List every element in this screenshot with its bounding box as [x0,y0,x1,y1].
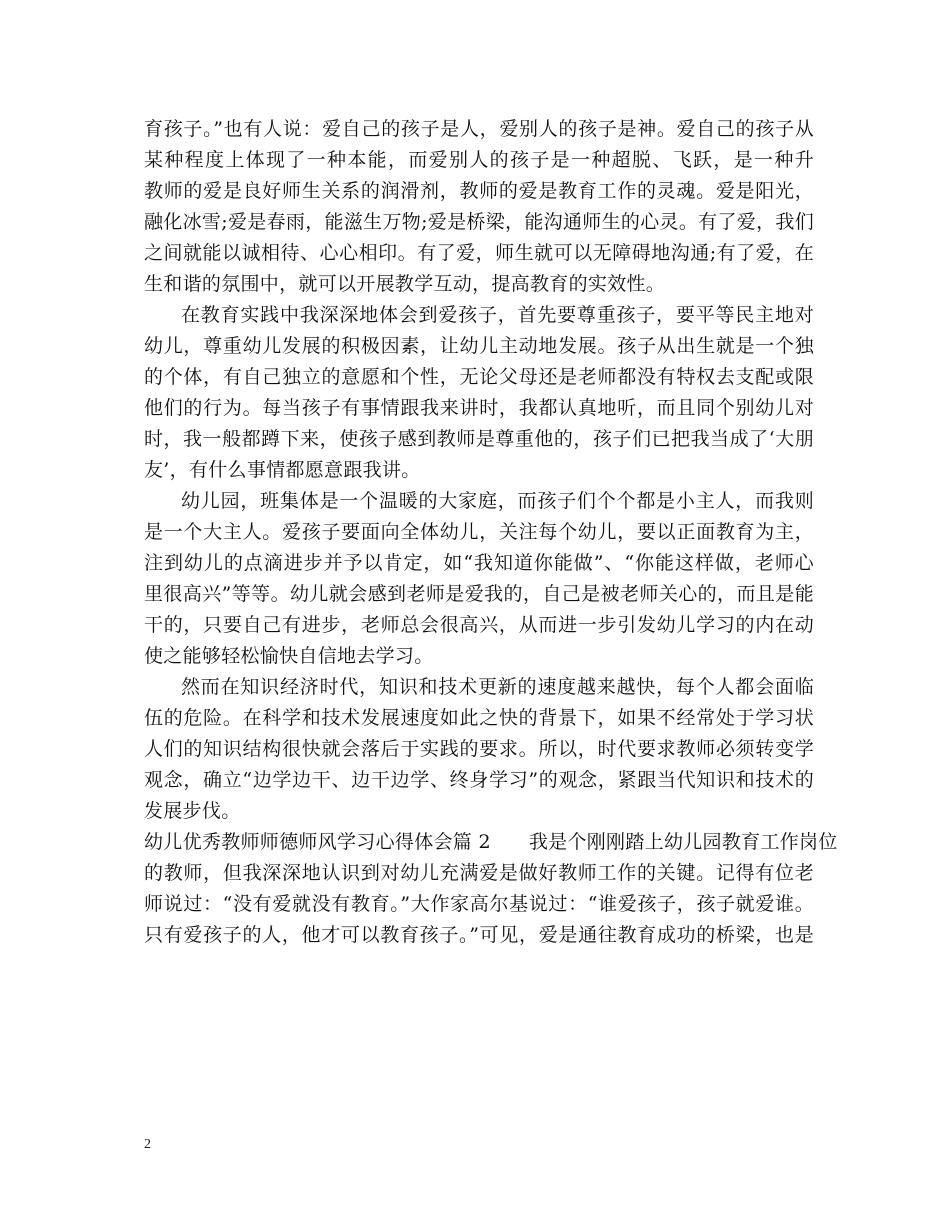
text-line: 幼儿园，班集体是一个温暖的大家庭，而孩子们个个都是小主人，而我则 [181,490,814,512]
text-line: 干的，只要自己有进步，老师总会很高兴，从而进一步引发幼儿学习的内在动 [144,614,814,636]
text-line: 注到幼儿的点滴进步并予以肯定，如“我知道你能做”、“你能这样做，老师心 [144,552,814,574]
text-line: 在教育实践中我深深地体会到爱孩子，首先要尊重孩子，要平等民主地对 [181,304,814,326]
document-body [144,114,838,951]
text-line: 教师的爱是良好师生关系的润滑剂，教师的爱是教育工作的灵魂。爱是阳光， [144,180,814,202]
text-line: 观念，确立“边学边干、边干边学、终身学习”的观念，紧跟当代知识和技术的 [144,769,814,791]
text-line: 只有爱孩子的人，他才可以教育孩子。”可见，爱是通往教育成功的桥梁，也是 [144,924,814,946]
text-line: 人们的知识结构很快就会落后于实践的要求。所以，时代要求教师必须转变学 [144,738,814,760]
text-line: 育孩子。”也有人说：爱自己的孩子是人，爱别人的孩子是神。爱自己的孩子从 [144,118,814,140]
paragraph-lines [144,114,814,827]
page-number: 2 [144,1137,151,1152]
text-line: 的个体，有自己独立的意愿和个性，无论父母还是老师都没有特权去支配或限 [144,366,814,388]
text-line: 他们的行为。每当孩子有事情跟我来讲时，我都认真地听，而且同个别幼儿对 [144,397,814,419]
text-line: 里很高兴”等等。幼儿就会感到老师是爱我的，自己是被老师关心的，而且是能 [144,583,814,605]
text-line: 伍的危险。在科学和技术发展速度如此之快的背景下，如果不经常处于学习状 [144,707,814,729]
text-line: 幼儿，尊重幼儿发展的积极因素，让幼儿主动地发展。孩子从出生就是一个独 [144,335,814,357]
text-line: 是一个大主人。爱孩子要面向全体幼儿，关注每个幼儿，要以正面教育为主， [144,521,814,543]
section-lines [144,858,814,951]
text-line: 发展步伐。 [144,800,241,822]
text-line: 然而在知识经济时代，知识和技术更新的速度越来越快，每个人都会面临 [181,676,814,698]
section-first-text: 我是个刚刚踏上幼儿园教育工作岗位 [528,831,838,853]
text-line: 之间就能以诚相待、心心相印。有了爱，师生就可以无障碍地沟通;有了爱，在 [144,242,814,264]
text-line: 融化冰雪;爱是春雨，能滋生万物;爱是桥梁，能沟通师生的心灵。有了爱，我们 [144,211,814,233]
text-line: 友’，有什么事情都愿意跟我讲。 [144,459,421,481]
text-line: 使之能够轻松愉快自信地去学习。 [144,645,434,667]
text-line: 的教师，但我深深地认识到对幼儿充满爱是做好教师工作的关键。记得有位老 [144,862,814,884]
text-line: 某种程度上体现了一种本能，而爱别人的孩子是一种超脱、飞跃，是一种升 [144,149,814,171]
section-title: 幼儿优秀教师师德师风学习心得体会篇 2 [144,831,491,853]
text-line: 生和谐的氛围中，就可以开展教学互动，提高教育的实效性。 [144,273,666,295]
text-line: 师说过：“没有爱就没有教育。”大作家高尔基说过：“谁爱孩子，孩子就爱谁。 [144,893,814,915]
text-line: 时，我一般都蹲下来，使孩子感到教师是尊重他的，孩子们已把我当成了‘大朋 [144,428,814,450]
section-heading-line [144,827,838,858]
